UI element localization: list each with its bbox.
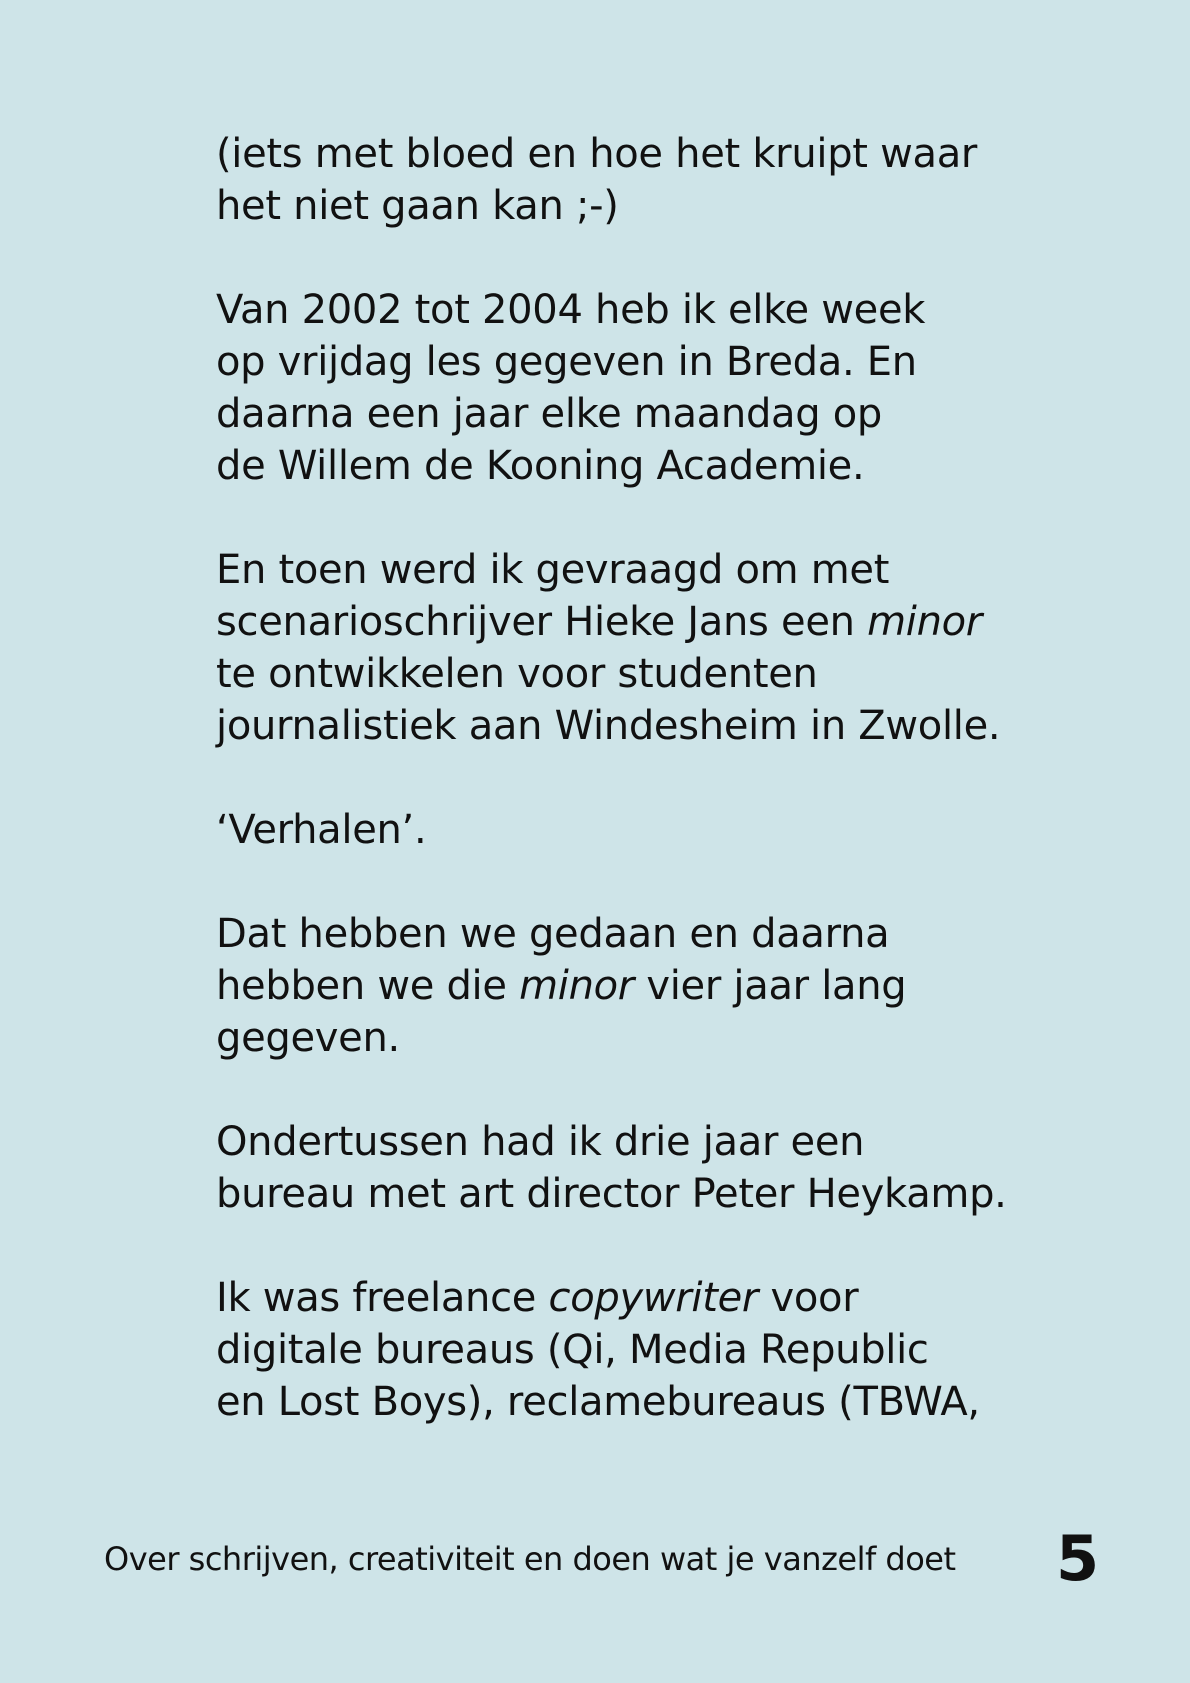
text-segment: hebben we die	[216, 963, 520, 1009]
text-line	[216, 440, 1096, 492]
text-segment: Ik was freelance	[216, 1275, 549, 1321]
running-title: Over schrijven, creativiteit en doen wat je vanzelf doet	[104, 1540, 956, 1578]
text-segment: Dat hebben we gedaan en daarna	[216, 911, 890, 957]
text-line	[216, 336, 1096, 388]
text-segment: Van 2002 tot 2004 heb ik elke week	[216, 287, 926, 333]
text-line	[216, 284, 1096, 336]
text-segment: Ondertussen had ik drie jaar een	[216, 1119, 865, 1165]
text-line	[216, 544, 1096, 596]
text-segment: (iets met bloed en hoe het kruipt waar	[216, 131, 978, 177]
text-segment: te ontwikkelen voor studenten	[216, 651, 818, 697]
text-segment: het niet gaan kan ;-)	[216, 183, 619, 229]
text-segment: digitale bureaus (Qi, Media Republic	[216, 1327, 929, 1373]
page-number: 5	[1056, 1522, 1100, 1595]
text-segment: scenarioschrijver Hieke Jans een	[216, 599, 868, 645]
text-line	[216, 596, 1096, 648]
text-line	[216, 648, 1096, 700]
emphasized-text: copywriter	[548, 1275, 759, 1321]
text-line	[216, 388, 1096, 440]
text-segment: en Lost Boys), reclamebureaus (TBWA,	[216, 1379, 980, 1425]
text-line	[216, 1168, 1096, 1220]
emphasized-text: minor	[519, 963, 634, 1009]
body-text	[216, 128, 1096, 1480]
text-segment: op vrijdag les gegeven in Breda. En	[216, 339, 917, 385]
text-line	[216, 1012, 1096, 1064]
text-segment: voor	[758, 1275, 859, 1321]
text-segment: journalistiek aan Windesheim in Zwolle.	[216, 703, 1001, 749]
text-line	[216, 180, 1096, 232]
text-segment: En toen werd ik gevraagd om met	[216, 547, 890, 593]
text-segment: gegeven.	[216, 1015, 400, 1061]
text-line	[216, 1116, 1096, 1168]
paragraph	[216, 284, 1096, 492]
text-line	[216, 1324, 1096, 1376]
paragraph	[216, 804, 1096, 856]
text-line	[216, 804, 1096, 856]
text-segment: vier jaar lang	[633, 963, 907, 1009]
paragraph	[216, 1116, 1096, 1220]
text-line	[216, 1376, 1096, 1428]
text-line	[216, 960, 1096, 1012]
paragraph	[216, 1272, 1096, 1428]
paragraph	[216, 544, 1096, 752]
text-line	[216, 128, 1096, 180]
paragraph	[216, 908, 1096, 1064]
text-line	[216, 700, 1096, 752]
text-segment: daarna een jaar elke maandag op	[216, 391, 883, 437]
page-footer	[104, 1522, 1104, 1595]
text-segment: bureau met art director Peter Heykamp.	[216, 1171, 1007, 1217]
emphasized-text: minor	[867, 599, 982, 645]
text-segment: ‘Verhalen’.	[216, 807, 427, 853]
text-segment: de Willem de Kooning Academie.	[216, 443, 865, 489]
paragraph	[216, 128, 1096, 232]
text-line	[216, 1272, 1096, 1324]
text-line	[216, 908, 1096, 960]
